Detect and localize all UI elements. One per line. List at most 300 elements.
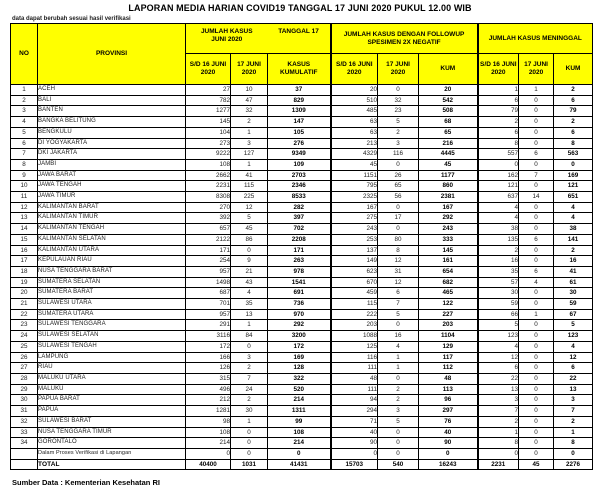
cell-value: 31 bbox=[378, 266, 419, 277]
cell-value: 111 bbox=[331, 384, 378, 395]
cell-value: 1541 bbox=[268, 277, 331, 288]
cell-value: 294 bbox=[331, 406, 378, 417]
cell-value: 16 bbox=[478, 256, 519, 267]
cell-no: 15 bbox=[11, 234, 38, 245]
sub-header-meninggal-sd16: S/D 16 JUNI 2020 bbox=[478, 54, 519, 85]
cell-no: 20 bbox=[11, 288, 38, 299]
sub-header-followup-sd16: S/D 16 JUNI 2020 bbox=[331, 54, 378, 85]
cell-provinsi: SUMATERA UTARA bbox=[38, 309, 186, 320]
cell-total-value: 15703 bbox=[331, 459, 378, 470]
cell-value: 16 bbox=[554, 256, 593, 267]
group-header-followup: JUMLAH KASUS DENGAN FOLLOWUP SPESIMEN 2X NEGATIF bbox=[331, 24, 478, 54]
cell-value: 13 bbox=[478, 384, 519, 395]
cell-value: 7 bbox=[519, 170, 554, 181]
group-header-jumlah-kasus-label: JUMLAH KASUS JUNI 2020 bbox=[200, 28, 253, 43]
table-row bbox=[11, 277, 593, 288]
group-header-tanggal-17-label: TANGGAL 17 bbox=[278, 28, 319, 35]
cell-value: 40 bbox=[419, 427, 478, 438]
table-row bbox=[11, 438, 593, 449]
cell-value: 6 bbox=[519, 234, 554, 245]
cell-value: 162 bbox=[478, 170, 519, 181]
cell-provinsi: RIAU bbox=[38, 363, 186, 374]
cell-value: 30 bbox=[478, 288, 519, 299]
cell-value: 0 bbox=[231, 427, 268, 438]
cell-value: 43 bbox=[231, 277, 268, 288]
cell-value: 795 bbox=[331, 181, 378, 192]
cell-no: 1 bbox=[11, 85, 38, 96]
cell-value: 104 bbox=[186, 127, 231, 138]
cell-value: 22 bbox=[554, 373, 593, 384]
cell-value: 16 bbox=[378, 331, 419, 342]
cell-provinsi: ACEH bbox=[38, 85, 186, 96]
cell-no: 10 bbox=[11, 181, 38, 192]
cell-no: 23 bbox=[11, 320, 38, 331]
cell-value: 1 bbox=[378, 352, 419, 363]
cell-value: 657 bbox=[186, 224, 231, 235]
cell-no: 12 bbox=[11, 202, 38, 213]
cell-value: 65 bbox=[419, 127, 478, 138]
cell-value: 0 bbox=[519, 181, 554, 192]
cell-value: 123 bbox=[554, 331, 593, 342]
table-row bbox=[11, 320, 593, 331]
table-row bbox=[11, 149, 593, 160]
cell-total-value: 16243 bbox=[419, 459, 478, 470]
cell-value: 2 bbox=[554, 85, 593, 96]
table-row bbox=[11, 181, 593, 192]
cell-provinsi: PAPUA bbox=[38, 406, 186, 417]
cell-no bbox=[11, 459, 38, 470]
cell-provinsi: SULAWESI BARAT bbox=[38, 416, 186, 427]
cell-no: 19 bbox=[11, 277, 38, 288]
cell-value: 117 bbox=[419, 352, 478, 363]
cell-value: 5 bbox=[554, 320, 593, 331]
cell-value: 0 bbox=[378, 320, 419, 331]
cell-value: 45 bbox=[231, 224, 268, 235]
cell-value: 0 bbox=[378, 448, 419, 459]
cell-value: 24 bbox=[231, 384, 268, 395]
cell-value: 1 bbox=[519, 85, 554, 96]
cell-value: 2 bbox=[554, 245, 593, 256]
cell-value: 121 bbox=[478, 181, 519, 192]
cell-value: 94 bbox=[331, 395, 378, 406]
cell-value: 90 bbox=[331, 438, 378, 449]
cell-total-value: 540 bbox=[378, 459, 419, 470]
sub-header-meninggal-17juni: 17 JUNI 2020 bbox=[519, 54, 554, 85]
cell-value: 6 bbox=[554, 363, 593, 374]
cell-total-value: 2231 bbox=[478, 459, 519, 470]
cell-value: 2231 bbox=[186, 181, 231, 192]
cell-value: 542 bbox=[419, 95, 478, 106]
cell-value: 1 bbox=[378, 363, 419, 374]
cell-provinsi: KEPULAUAN RIAU bbox=[38, 256, 186, 267]
cell-provinsi: KALIMANTAN TIMUR bbox=[38, 213, 186, 224]
cell-value: 126 bbox=[186, 363, 231, 374]
cell-value: 35 bbox=[478, 266, 519, 277]
cell-value: 782 bbox=[186, 95, 231, 106]
cell-value: 113 bbox=[419, 384, 478, 395]
cell-no: 14 bbox=[11, 224, 38, 235]
cell-value: 41 bbox=[554, 266, 593, 277]
cell-value: 4 bbox=[478, 213, 519, 224]
cell-value: 111 bbox=[331, 363, 378, 374]
cell-value: 397 bbox=[268, 213, 331, 224]
cell-value: 4 bbox=[478, 202, 519, 213]
col-header-no: NO bbox=[11, 24, 38, 85]
cell-provinsi: JAWA TIMUR bbox=[38, 192, 186, 203]
cell-no: 28 bbox=[11, 373, 38, 384]
cell-value: 5 bbox=[378, 117, 419, 128]
cell-value: 96 bbox=[419, 395, 478, 406]
cell-no: 13 bbox=[11, 213, 38, 224]
cell-no: 2 bbox=[11, 95, 38, 106]
cell-value: 510 bbox=[331, 95, 378, 106]
table-row bbox=[11, 234, 593, 245]
cell-no: 32 bbox=[11, 416, 38, 427]
cell-value: 829 bbox=[268, 95, 331, 106]
cell-provinsi: SUMATERA BARAT bbox=[38, 288, 186, 299]
page-title: LAPORAN MEDIA HARIAN COVID19 TANGGAL 17 JUNI 2020 PUKUL 12.00 WIB bbox=[128, 3, 472, 13]
cell-value: 216 bbox=[419, 138, 478, 149]
cell-value: 270 bbox=[186, 202, 231, 213]
cell-value: 12 bbox=[231, 202, 268, 213]
total-row bbox=[11, 459, 593, 470]
cell-value: 2 bbox=[231, 363, 268, 374]
cell-value: 76 bbox=[419, 416, 478, 427]
cell-value: 214 bbox=[268, 395, 331, 406]
cell-total-label: TOTAL bbox=[38, 459, 186, 470]
cell-value: 141 bbox=[554, 234, 593, 245]
cell-value: 128 bbox=[268, 363, 331, 374]
cell-value: 957 bbox=[186, 266, 231, 277]
cell-value: 169 bbox=[268, 352, 331, 363]
cell-value: 1277 bbox=[186, 106, 231, 117]
cell-no: 4 bbox=[11, 117, 38, 128]
cell-value: 8533 bbox=[268, 192, 331, 203]
cell-value: 161 bbox=[419, 256, 478, 267]
cell-value: 0 bbox=[519, 384, 554, 395]
cell-no: 26 bbox=[11, 352, 38, 363]
cell-value: 0 bbox=[519, 213, 554, 224]
cell-value: 557 bbox=[478, 149, 519, 160]
cell-value: 171 bbox=[268, 245, 331, 256]
cell-value: 3200 bbox=[268, 331, 331, 342]
cell-value: 3 bbox=[378, 406, 419, 417]
cell-value: 116 bbox=[331, 352, 378, 363]
cell-value: 1 bbox=[519, 309, 554, 320]
cell-provinsi: SULAWESI TENGGARA bbox=[38, 320, 186, 331]
cell-value: 20 bbox=[331, 85, 378, 96]
cell-value: 275 bbox=[331, 213, 378, 224]
cell-value: 90 bbox=[419, 438, 478, 449]
cell-value: 0 bbox=[519, 331, 554, 342]
cell-value: 0 bbox=[519, 95, 554, 106]
cell-value: 8 bbox=[554, 438, 593, 449]
cell-value: 13 bbox=[231, 309, 268, 320]
cell-value: 214 bbox=[268, 438, 331, 449]
cell-value: 98 bbox=[186, 416, 231, 427]
cell-value: 1151 bbox=[331, 170, 378, 181]
cell-value: 0 bbox=[331, 448, 378, 459]
table-row bbox=[11, 213, 593, 224]
cell-value: 1104 bbox=[419, 331, 478, 342]
cell-no: 9 bbox=[11, 170, 38, 181]
table-row bbox=[11, 192, 593, 203]
cell-provinsi: NUSA TENGGARA BARAT bbox=[38, 266, 186, 277]
cell-value: 57 bbox=[478, 277, 519, 288]
cell-value: 563 bbox=[554, 149, 593, 160]
cell-value: 292 bbox=[268, 320, 331, 331]
cell-no: 16 bbox=[11, 245, 38, 256]
table-row bbox=[11, 363, 593, 374]
cell-value: 496 bbox=[186, 384, 231, 395]
cell-value: 6 bbox=[478, 363, 519, 374]
cell-value: 322 bbox=[268, 373, 331, 384]
table-row bbox=[11, 341, 593, 352]
cell-value: 0 bbox=[478, 159, 519, 170]
sub-header-meninggal-kum: KUM bbox=[554, 54, 593, 85]
cell-value: 2703 bbox=[268, 170, 331, 181]
cell-value: 227 bbox=[419, 309, 478, 320]
cell-value: 1309 bbox=[268, 106, 331, 117]
cell-value: 9349 bbox=[268, 149, 331, 160]
cell-value: 169 bbox=[554, 170, 593, 181]
cell-value: 8 bbox=[478, 138, 519, 149]
cell-value: 670 bbox=[331, 277, 378, 288]
cell-provinsi: LAMPUNG bbox=[38, 352, 186, 363]
cell-value: 0 bbox=[519, 138, 554, 149]
cell-value: 0 bbox=[378, 438, 419, 449]
table-row bbox=[11, 448, 593, 459]
sub-header-kasus-17juni: 17 JUNI 2020 bbox=[231, 54, 268, 85]
cell-value: 66 bbox=[478, 309, 519, 320]
cell-value: 4 bbox=[378, 341, 419, 352]
sub-header-kasus-sd16: S/D 16 JUNI 2020 bbox=[186, 54, 231, 85]
cell-value: 6 bbox=[554, 95, 593, 106]
cell-provinsi: SULAWESI SELATAN bbox=[38, 331, 186, 342]
cell-value: 1 bbox=[478, 85, 519, 96]
cell-provinsi: NUSA TENGGARA TIMUR bbox=[38, 427, 186, 438]
cell-value: 691 bbox=[268, 288, 331, 299]
cell-provinsi: JAWA TENGAH bbox=[38, 181, 186, 192]
cell-value: 30 bbox=[554, 288, 593, 299]
cell-provinsi: KALIMANTAN UTARA bbox=[38, 245, 186, 256]
cell-value: 4 bbox=[554, 341, 593, 352]
cell-value: 167 bbox=[331, 202, 378, 213]
cell-value: 105 bbox=[268, 127, 331, 138]
cell-value: 2208 bbox=[268, 234, 331, 245]
cell-value: 7 bbox=[478, 406, 519, 417]
cell-value: 7 bbox=[378, 299, 419, 310]
cell-value: 1 bbox=[231, 159, 268, 170]
cell-value: 47 bbox=[231, 95, 268, 106]
cell-value: 459 bbox=[331, 288, 378, 299]
cell-value: 63 bbox=[331, 127, 378, 138]
cell-value: 0 bbox=[519, 438, 554, 449]
cell-value: 37 bbox=[268, 85, 331, 96]
cell-value: 6 bbox=[519, 149, 554, 160]
cell-value: 13 bbox=[554, 384, 593, 395]
cell-value: 2 bbox=[478, 117, 519, 128]
verification-note: data dapat berubah sesuai hasil verifikasi bbox=[12, 16, 131, 22]
cell-value: 149 bbox=[331, 256, 378, 267]
cell-value: 79 bbox=[554, 106, 593, 117]
cell-value: 0 bbox=[519, 341, 554, 352]
cell-value: 41 bbox=[231, 170, 268, 181]
cell-value: 32 bbox=[378, 95, 419, 106]
cell-provinsi: SULAWESI TENGAH bbox=[38, 341, 186, 352]
cell-total-value: 41431 bbox=[268, 459, 331, 470]
cell-no: 7 bbox=[11, 149, 38, 160]
cell-value: 508 bbox=[419, 106, 478, 117]
table-row bbox=[11, 427, 593, 438]
cell-value: 38 bbox=[478, 224, 519, 235]
cell-value: 651 bbox=[554, 192, 593, 203]
cell-value: 5 bbox=[231, 213, 268, 224]
cell-value: 26 bbox=[378, 170, 419, 181]
cell-value: 1088 bbox=[331, 331, 378, 342]
table-row bbox=[11, 384, 593, 395]
cell-value: 59 bbox=[554, 299, 593, 310]
cell-value: 3 bbox=[554, 395, 593, 406]
group-header-meninggal: JUMLAH KASUS MENINGGAL bbox=[478, 24, 593, 54]
cell-value: 7 bbox=[554, 406, 593, 417]
cell-value: 0 bbox=[519, 224, 554, 235]
cell-value: 282 bbox=[268, 202, 331, 213]
cell-value: 333 bbox=[419, 234, 478, 245]
cell-value: 5 bbox=[478, 320, 519, 331]
cell-value: 147 bbox=[268, 117, 331, 128]
cell-value: 23 bbox=[378, 106, 419, 117]
cell-value: 68 bbox=[419, 117, 478, 128]
cell-value: 59 bbox=[478, 299, 519, 310]
cell-value: 682 bbox=[419, 277, 478, 288]
cell-value: 0 bbox=[519, 373, 554, 384]
cell-value: 203 bbox=[419, 320, 478, 331]
cell-value: 112 bbox=[419, 363, 478, 374]
cell-value: 3 bbox=[231, 138, 268, 149]
cell-value: 225 bbox=[231, 192, 268, 203]
covid-report-table bbox=[10, 23, 593, 470]
cell-value: 243 bbox=[331, 224, 378, 235]
cell-value: 45 bbox=[331, 159, 378, 170]
cell-total-value: 2276 bbox=[554, 459, 593, 470]
cell-value: 40 bbox=[331, 427, 378, 438]
cell-value: 108 bbox=[268, 427, 331, 438]
cell-value: 109 bbox=[268, 159, 331, 170]
cell-value: 8308 bbox=[186, 192, 231, 203]
cell-provinsi: BANTEN bbox=[38, 106, 186, 117]
cell-value: 172 bbox=[268, 341, 331, 352]
cell-value: 99 bbox=[268, 416, 331, 427]
cell-value: 1 bbox=[554, 427, 593, 438]
cell-no: 34 bbox=[11, 438, 38, 449]
table-row bbox=[11, 288, 593, 299]
cell-value: 2 bbox=[478, 245, 519, 256]
cell-provinsi: DI YOGYAKARTA bbox=[38, 138, 186, 149]
cell-value: 297 bbox=[419, 406, 478, 417]
cell-value: 0 bbox=[519, 406, 554, 417]
cell-value: 3 bbox=[478, 395, 519, 406]
cell-value: 1311 bbox=[268, 406, 331, 417]
cell-value: 2325 bbox=[331, 192, 378, 203]
cell-provinsi: MALUKU UTARA bbox=[38, 373, 186, 384]
cell-value: 8 bbox=[378, 245, 419, 256]
cell-value: 485 bbox=[331, 106, 378, 117]
cell-value: 116 bbox=[378, 149, 419, 160]
cell-no: 5 bbox=[11, 127, 38, 138]
cell-no: 29 bbox=[11, 384, 38, 395]
table-row bbox=[11, 85, 593, 96]
cell-value: 22 bbox=[478, 373, 519, 384]
cell-value: 172 bbox=[186, 341, 231, 352]
cell-value: 122 bbox=[419, 299, 478, 310]
cell-value: 5 bbox=[378, 309, 419, 320]
cell-value: 970 bbox=[268, 309, 331, 320]
cell-value: 1 bbox=[231, 127, 268, 138]
cell-value: 0 bbox=[378, 373, 419, 384]
cell-value: 520 bbox=[268, 384, 331, 395]
cell-value: 171 bbox=[186, 245, 231, 256]
table-body bbox=[11, 85, 593, 470]
cell-value: 0 bbox=[519, 416, 554, 427]
cell-value: 21 bbox=[231, 266, 268, 277]
cell-no: 3 bbox=[11, 106, 38, 117]
cell-no bbox=[11, 448, 38, 459]
cell-value: 121 bbox=[554, 181, 593, 192]
cell-value: 12 bbox=[378, 277, 419, 288]
col-header-provinsi: PROVINSI bbox=[38, 24, 186, 85]
cell-value: 315 bbox=[186, 373, 231, 384]
cell-value: 4 bbox=[554, 213, 593, 224]
cell-value: 67 bbox=[554, 309, 593, 320]
cell-value: 253 bbox=[331, 234, 378, 245]
table-row bbox=[11, 106, 593, 117]
sub-header-kasus-kumulatif: KASUS KUMULATIF bbox=[268, 54, 331, 85]
table-row bbox=[11, 256, 593, 267]
cell-value: 978 bbox=[268, 266, 331, 277]
cell-value: 0 bbox=[231, 448, 268, 459]
cell-value: 0 bbox=[268, 448, 331, 459]
cell-value: 4 bbox=[554, 202, 593, 213]
cell-value: 32 bbox=[231, 106, 268, 117]
cell-no: 6 bbox=[11, 138, 38, 149]
sub-header-followup-kum: KUM bbox=[419, 54, 478, 85]
cell-value: 84 bbox=[231, 331, 268, 342]
cell-provinsi: DKI JAKARTA bbox=[38, 149, 186, 160]
cell-value: 127 bbox=[231, 149, 268, 160]
cell-provinsi: GORONTALO bbox=[38, 438, 186, 449]
table-row bbox=[11, 406, 593, 417]
cell-value: 4 bbox=[231, 288, 268, 299]
cell-value: 263 bbox=[268, 256, 331, 267]
cell-value: 254 bbox=[186, 256, 231, 267]
cell-value: 654 bbox=[419, 266, 478, 277]
cell-value: 135 bbox=[478, 234, 519, 245]
cell-value: 8 bbox=[478, 438, 519, 449]
cell-value: 4445 bbox=[419, 149, 478, 160]
cell-value: 860 bbox=[419, 181, 478, 192]
cell-provinsi: KALIMANTAN TENGAH bbox=[38, 224, 186, 235]
cell-value: 276 bbox=[268, 138, 331, 149]
cell-value: 213 bbox=[331, 138, 378, 149]
cell-value: 623 bbox=[331, 266, 378, 277]
cell-value: 0 bbox=[419, 448, 478, 459]
cell-total-value: 1031 bbox=[231, 459, 268, 470]
cell-value: 1498 bbox=[186, 277, 231, 288]
cell-value: 2 bbox=[554, 117, 593, 128]
cell-value: 6 bbox=[519, 266, 554, 277]
cell-provinsi: PAPUA BARAT bbox=[38, 395, 186, 406]
